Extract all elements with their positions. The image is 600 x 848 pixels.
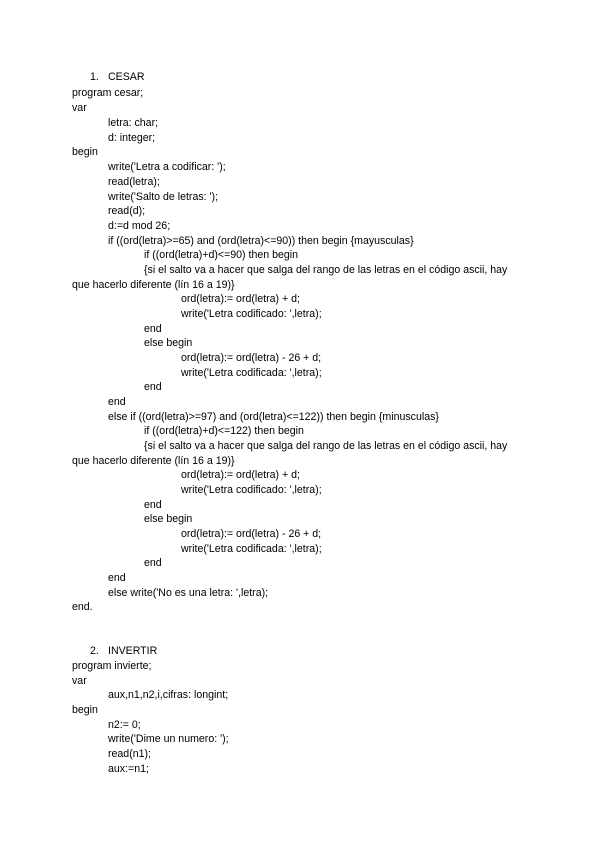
code-line: write('Letra a codificar: '); bbox=[108, 161, 226, 173]
code-line: write('Letra codificada: ',letra); bbox=[181, 367, 322, 379]
code-line: write('Salto de letras: '); bbox=[108, 191, 219, 203]
code-line: {si el salto va a hacer que salga del rango de las letras en el código ascii, hay bbox=[144, 440, 508, 452]
code-line: que hacerlo diferente (lín 16 a 19)} bbox=[72, 279, 235, 291]
code-line: var bbox=[72, 675, 87, 687]
code-line: letra: char; bbox=[108, 117, 159, 129]
section-number: 2. bbox=[90, 645, 99, 657]
code-line: aux,n1,n2,i,cifras: longint; bbox=[108, 689, 229, 701]
code-line: d: integer; bbox=[108, 132, 156, 144]
code-line: ord(letra):= ord(letra) + d; bbox=[181, 293, 300, 305]
code-line: program invierte; bbox=[72, 660, 152, 672]
section-title-cesar bbox=[90, 70, 145, 84]
code-line: ord(letra):= ord(letra) - 26 + d; bbox=[181, 352, 322, 364]
code-line: write('Dime un numero: '); bbox=[108, 733, 229, 745]
code-line: end bbox=[108, 396, 126, 408]
code-line: aux:=n1; bbox=[108, 763, 149, 775]
code-line: program cesar; bbox=[72, 87, 144, 99]
code-line: end bbox=[144, 381, 162, 393]
code-line: read(n1); bbox=[108, 748, 151, 760]
code-line: var bbox=[72, 102, 87, 114]
code-line: if ((ord(letra)>=65) and (ord(letra)<=90)) then begin {mayusculas} bbox=[108, 235, 414, 247]
code-line: if ((ord(letra)+d)<=122) then begin bbox=[144, 425, 304, 437]
code-line: if ((ord(letra)+d)<=90) then begin bbox=[144, 249, 298, 261]
code-line: end. bbox=[72, 601, 93, 613]
code-line: end bbox=[144, 323, 162, 335]
code-line: write('Letra codificado: ',letra); bbox=[181, 308, 322, 320]
section-number: 1. bbox=[90, 71, 99, 83]
section-title-invertir bbox=[90, 644, 157, 658]
code-line: d:=d mod 26; bbox=[108, 220, 171, 232]
code-line: que hacerlo diferente (lín 16 a 19)} bbox=[72, 455, 235, 467]
code-line: read(d); bbox=[108, 205, 146, 217]
code-line: end bbox=[144, 499, 162, 511]
code-line: begin bbox=[72, 704, 98, 716]
section-heading: INVERTIR bbox=[108, 645, 158, 657]
code-line: else if ((ord(letra)>=97) and (ord(letra)<=122)) then begin {minusculas} bbox=[108, 411, 439, 423]
code-line: write('Letra codificada: ',letra); bbox=[181, 543, 322, 555]
code-line: write('Letra codificado: ',letra); bbox=[181, 484, 322, 496]
code-line: end bbox=[108, 572, 126, 584]
code-line: else begin bbox=[144, 513, 193, 525]
code-line: read(letra); bbox=[108, 176, 160, 188]
code-line: end bbox=[144, 557, 162, 569]
code-line: else begin bbox=[144, 337, 193, 349]
code-line: begin bbox=[72, 146, 98, 158]
code-line: ord(letra):= ord(letra) - 26 + d; bbox=[181, 528, 322, 540]
code-line: n2:= 0; bbox=[108, 719, 141, 731]
code-line: {si el salto va a hacer que salga del rango de las letras en el código ascii, hay bbox=[144, 264, 508, 276]
section-heading: CESAR bbox=[108, 71, 145, 83]
code-line: ord(letra):= ord(letra) + d; bbox=[181, 469, 300, 481]
code-line: else write('No es una letra: ',letra); bbox=[108, 587, 269, 599]
